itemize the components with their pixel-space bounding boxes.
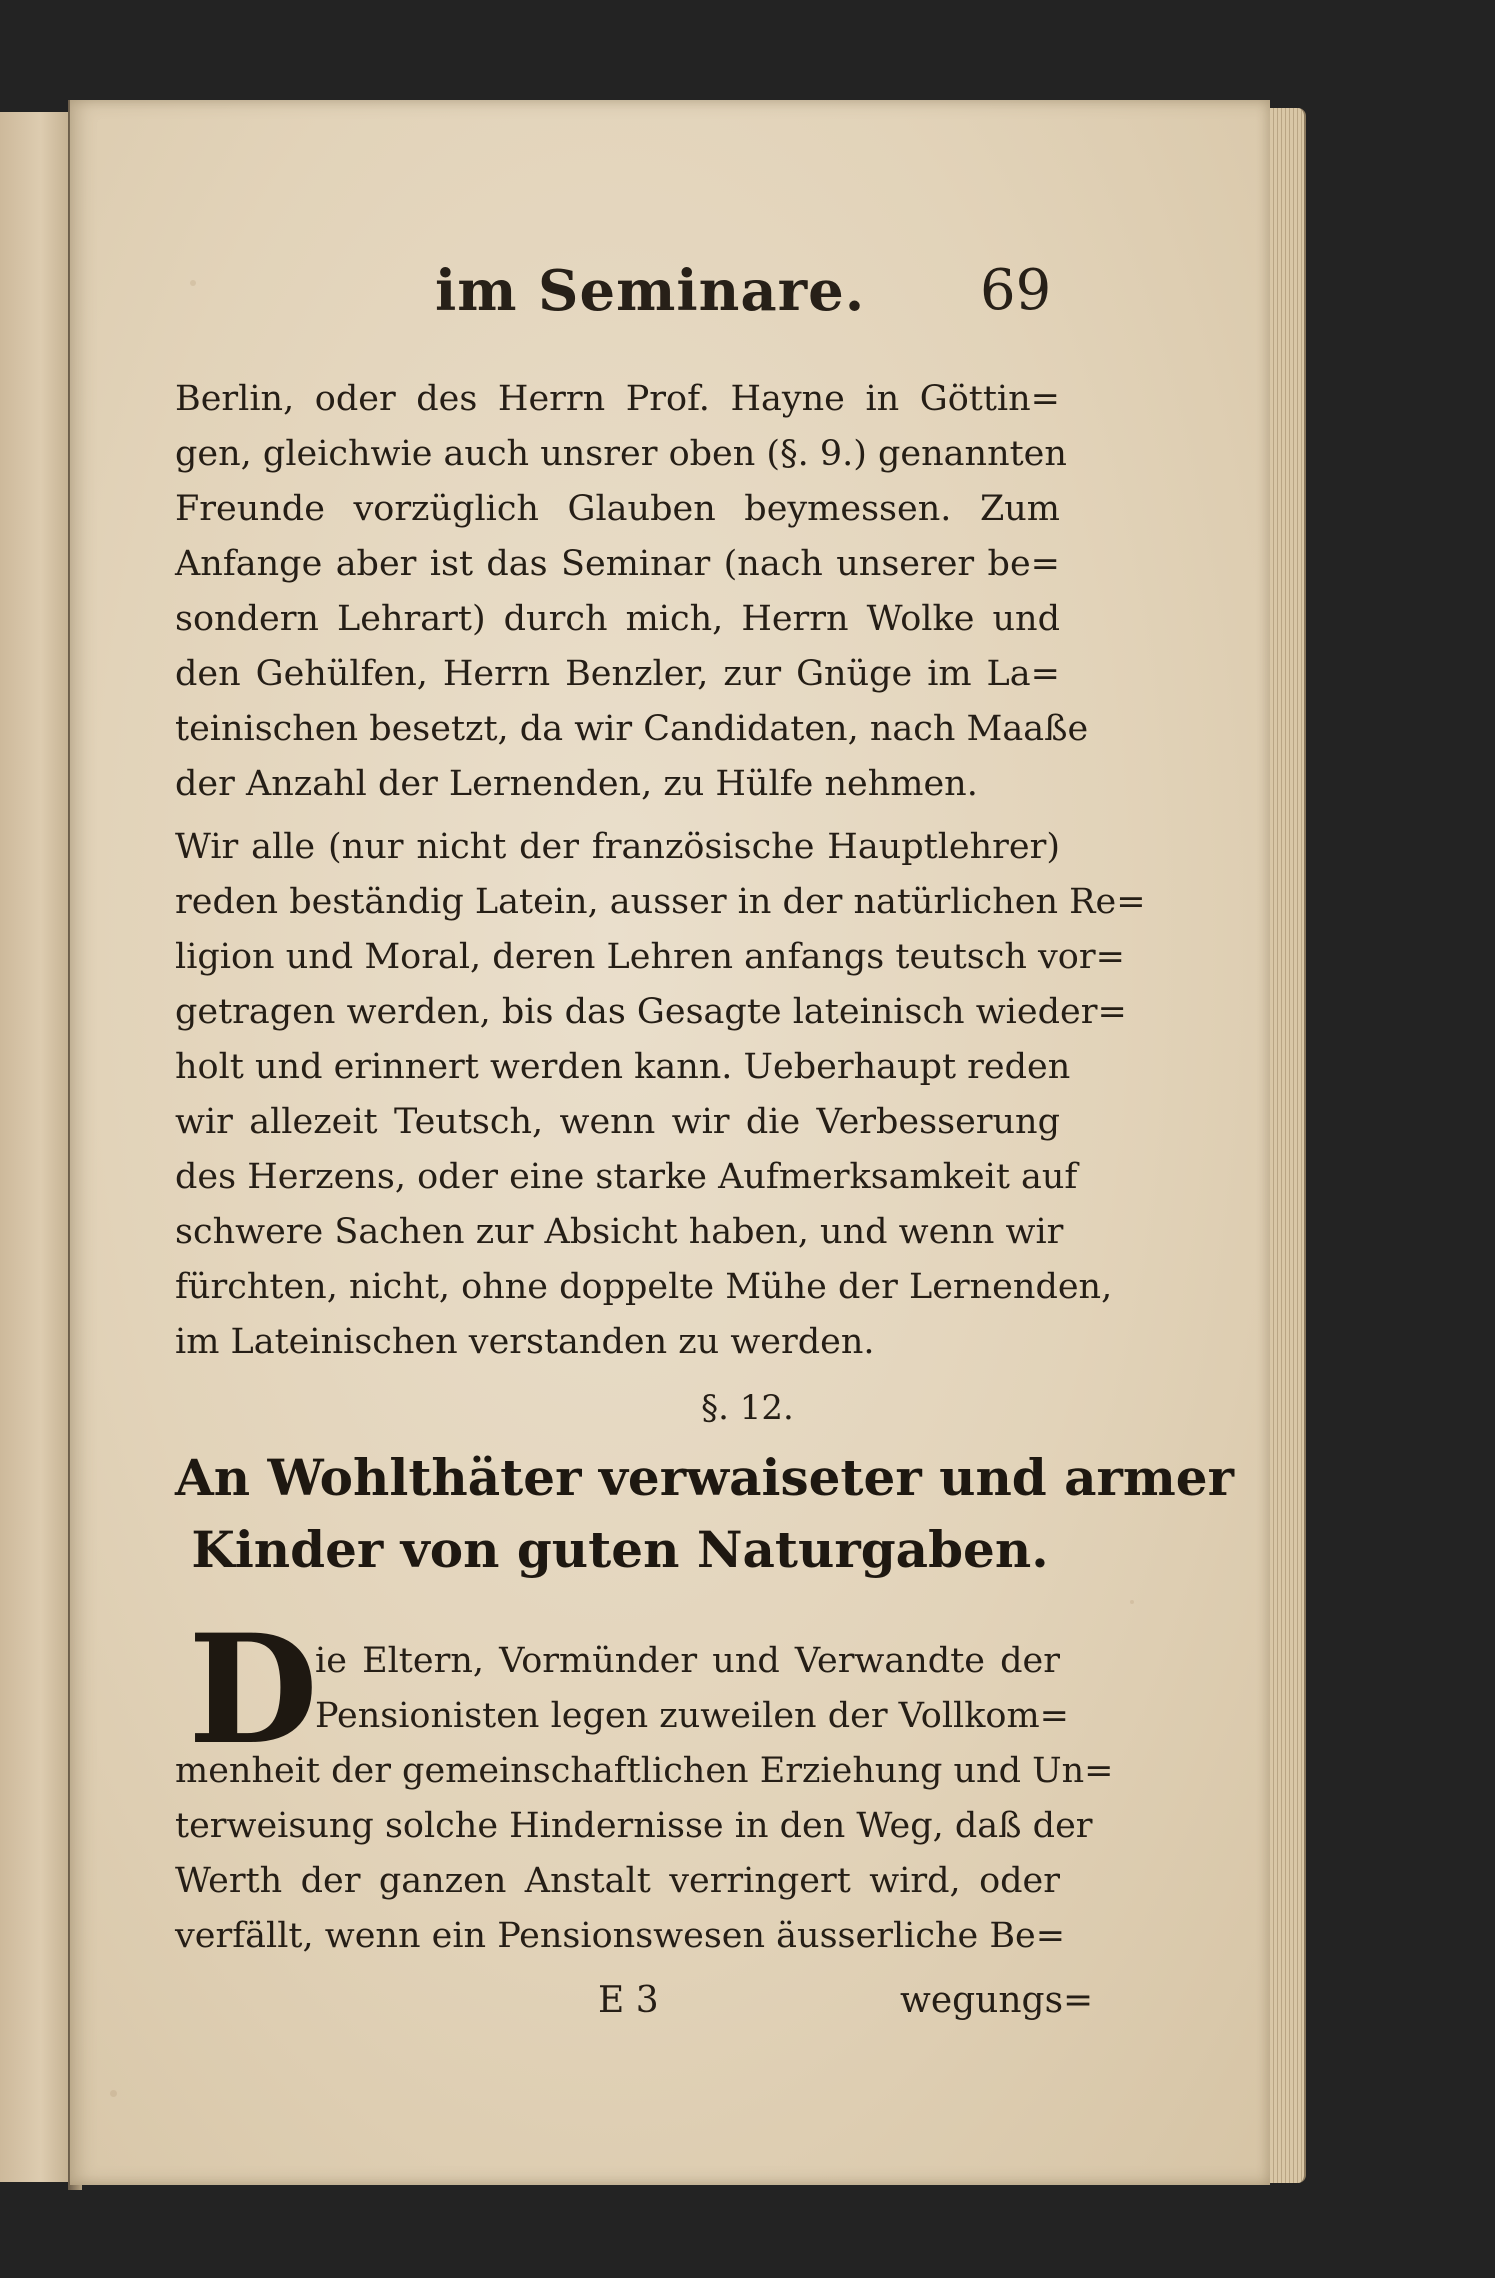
page-footer (0, 1980, 1495, 2040)
text-line: terweisung solche Hindernisse in den Weg, daß der (175, 1806, 1093, 1846)
facing-page-edge (0, 112, 70, 2182)
paragraph-1 (175, 372, 1089, 812)
section-title-line: An Wohlthäter verwaiseter und armer (175, 1448, 1234, 1507)
section-number: §. 12. (701, 1388, 794, 1428)
text-line: Anfange aber ist das Seminar (nach unserer be= (175, 544, 1060, 584)
paragraph-2 (175, 820, 1146, 1370)
text-line: teinischen besetzt, da wir Candidaten, nach Maaße (175, 709, 1089, 749)
text-line: holt und erinnert werden kann. Ueberhaupt reden (175, 1047, 1071, 1087)
text-line: im Lateinischen verstanden zu werden. (175, 1322, 875, 1362)
text-line: Berlin, oder des Herrn Prof. Hayne in Göttin= (175, 379, 1060, 419)
text-line: Wir alle (nur nicht der französische Hauptlehrer) (175, 827, 1060, 867)
text-line: gen, gleichwie auch unsrer oben (§. 9.) genannten (175, 434, 1067, 474)
text-line: ie Eltern, Vormünder und Verwandte der (315, 1641, 1060, 1681)
text-line: des Herzens, oder eine starke Aufmerksamkeit auf (175, 1157, 1078, 1197)
text-line: fürchten, nicht, ohne doppelte Mühe der Lernenden, (175, 1267, 1113, 1307)
section-title-line: Kinder von guten Naturgaben. (191, 1520, 1049, 1579)
text-line: reden beständig Latein, ausser in der natürlichen Re= (175, 882, 1146, 922)
page-header (0, 258, 1495, 338)
section-title (175, 1442, 1234, 1586)
page-number: 69 (980, 258, 1052, 323)
paragraph-3 (175, 1634, 1114, 1964)
text-line: schwere Sachen zur Absicht haben, und wenn wir (175, 1212, 1064, 1252)
paper-spot (110, 2090, 117, 2097)
paper-spot (1130, 1600, 1134, 1604)
text-line: sondern Lehrart) durch mich, Herrn Wolke und (175, 599, 1060, 639)
text-line: den Gehülfen, Herrn Benzler, zur Gnüge im La= (175, 654, 1060, 694)
running-head: im Seminare. (435, 258, 866, 324)
text-line: getragen werden, bis das Gesagte lateinisch wieder= (175, 992, 1127, 1032)
text-line: verfällt, wenn ein Pensionswesen äusserliche Be= (175, 1916, 1066, 1956)
text-line: Pensionisten legen zuweilen der Vollkom= (315, 1696, 1070, 1736)
text-line: menheit der gemeinschaftlichen Erziehung und Un= (175, 1751, 1114, 1791)
text-line: Freunde vorzüglich Glauben beymessen. Zum (175, 489, 1060, 529)
text-line: wir allezeit Teutsch, wenn wir die Verbesserung (175, 1102, 1060, 1142)
signature-mark: E 3 (598, 1980, 659, 2021)
drop-cap: D (188, 1602, 319, 1778)
text-line: Werth der ganzen Anstalt verringert wird, oder (175, 1861, 1060, 1901)
text-line: ligion und Moral, deren Lehren anfangs teutsch vor= (175, 937, 1125, 977)
text-line: der Anzahl der Lernenden, zu Hülfe nehmen. (175, 764, 978, 804)
catchword: wegungs= (900, 1980, 1094, 2021)
